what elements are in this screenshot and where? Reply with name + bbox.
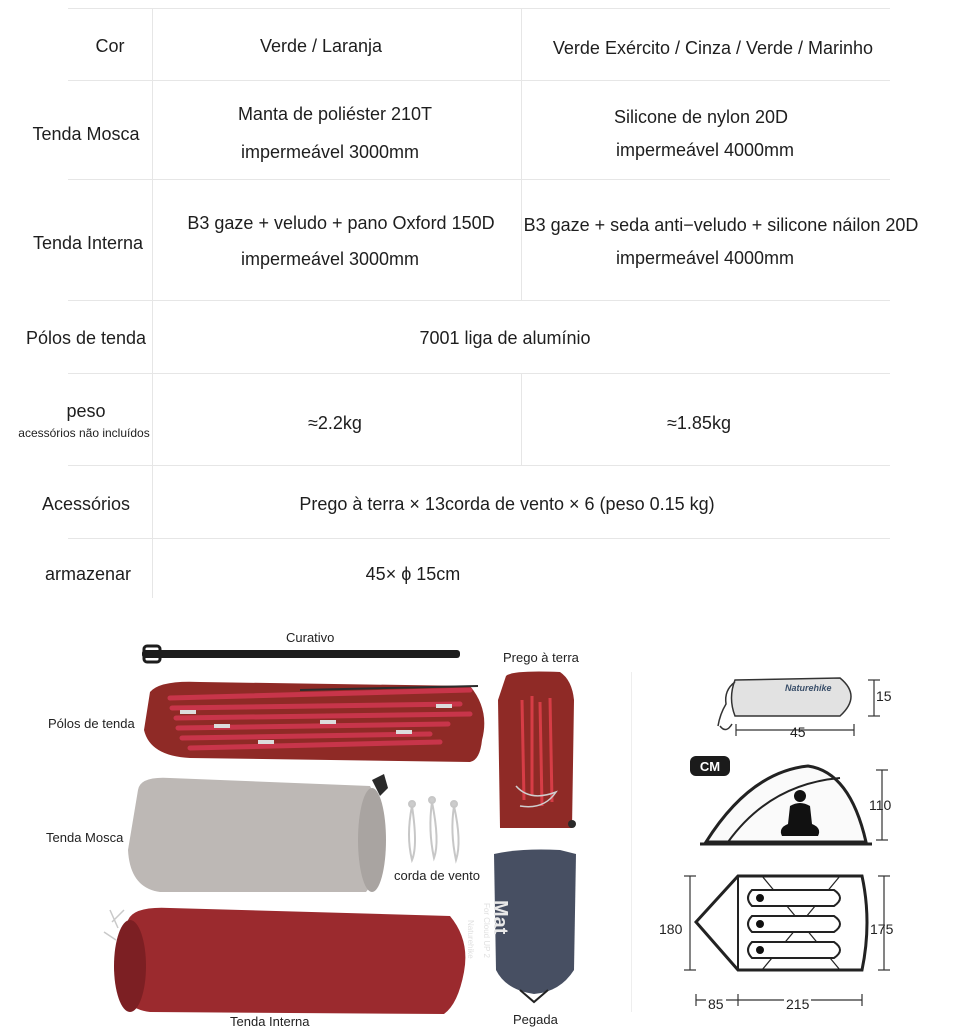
- peso-value-2: ≈1.85kg: [667, 413, 731, 433]
- row-label-polos: Pólos de tenda: [25, 328, 147, 348]
- contents-illustration: [0, 610, 640, 1032]
- dimensions-svg: [640, 660, 958, 1032]
- cor-value-2: Verde Exército / Cinza / Verde / Marinho: [552, 38, 874, 58]
- label-tenda-interna: Tenda Interna: [230, 1014, 310, 1029]
- fly-bag-image: [128, 774, 388, 892]
- mosca-value-2-line1: Silicone de nylon 20D: [613, 107, 789, 127]
- row-label-armazenar: armazenar: [44, 564, 132, 584]
- tent-side-view-icon: [700, 766, 872, 844]
- interna-value-1-line2: impermeável 3000mm: [240, 249, 420, 269]
- polos-value: 7001 liga de alumínio: [419, 328, 591, 348]
- interna-value-1-line1: B3 gaze + veludo + pano Oxford 150D: [187, 213, 495, 233]
- dim-vestibule: 85: [708, 996, 724, 1012]
- guy-ropes-image: [409, 797, 459, 860]
- row-divider: [68, 80, 890, 81]
- row-label-tenda-mosca: Tenda Mosca: [32, 124, 140, 144]
- peso-value-1: ≈2.2kg: [308, 413, 362, 433]
- stakes-bag-image: [498, 672, 576, 829]
- row-divider: [68, 8, 890, 9]
- row-divider: [68, 179, 890, 180]
- row-label-cor: Cor: [95, 36, 125, 56]
- label-tenda-mosca: Tenda Mosca: [46, 830, 124, 845]
- footprint-bag-title: Mat: [489, 900, 511, 935]
- tent-floor-plan-icon: [696, 876, 867, 970]
- dim-floor-length: 215: [786, 996, 810, 1012]
- row-divider: [68, 300, 890, 301]
- mosca-value-1-line1: Manta de poliéster 210T: [237, 104, 433, 124]
- cor-value-1: Verde / Laranja: [259, 36, 383, 56]
- interna-value-2-line1: B3 gaze + seda anti−veludo + silicone náilon 20D: [523, 215, 919, 235]
- row-divider: [68, 373, 890, 374]
- armazenar-value: 45× ϕ 15cm: [365, 564, 461, 584]
- unit-badge: CM: [699, 759, 721, 774]
- inner-bag-image: [104, 908, 465, 1014]
- label-prego: Prego à terra: [503, 650, 579, 665]
- mosca-value-1-line2: impermeável 3000mm: [240, 142, 420, 162]
- poles-bag-image: [144, 682, 484, 762]
- mosca-value-2-line2: impermeável 4000mm: [615, 140, 795, 160]
- label-pegada: Pegada: [513, 1012, 558, 1027]
- row-sublabel-peso: acessórios não incluídos: [18, 426, 150, 440]
- row-divider: [68, 465, 890, 466]
- strap-image: [142, 646, 460, 662]
- footprint-bag-subtitle: For Cloud UP 2: [482, 903, 491, 958]
- dim-width-right: 175: [870, 921, 894, 937]
- label-curativo: Curativo: [286, 630, 335, 645]
- label-polos: Pólos de tenda: [48, 716, 135, 731]
- section-divider: [631, 672, 632, 1012]
- row-divider: [68, 538, 890, 539]
- dim-bag-diameter: 15: [876, 688, 892, 704]
- dim-bag-length: 45: [790, 724, 806, 740]
- footprint-bag-brand: Naturehike: [466, 920, 475, 959]
- acessorios-value: Prego à terra × 13corda de vento × 6 (peso 0.15 kg): [299, 494, 715, 514]
- bag-brand-text: Naturehike: [785, 683, 832, 693]
- row-label-peso: peso: [66, 401, 106, 421]
- row-label-acessorios: Acessórios: [41, 494, 131, 514]
- dim-width-left: 180: [659, 921, 683, 937]
- row-label-tenda-interna: Tenda Interna: [32, 233, 144, 253]
- dim-height: 110: [869, 797, 892, 813]
- label-corda: corda de vento: [394, 868, 481, 883]
- interna-value-2-line2: impermeável 4000mm: [615, 248, 795, 268]
